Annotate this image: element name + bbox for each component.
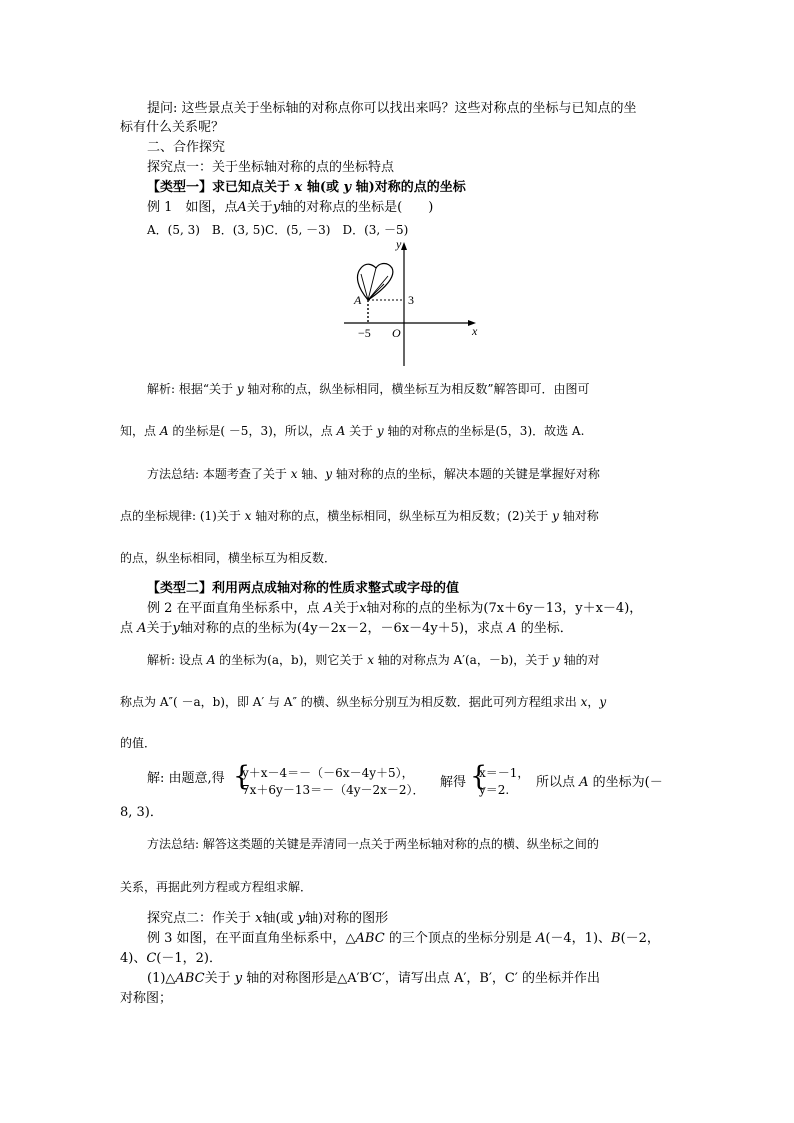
example-2-line-2: 点 A关于y轴对称的点的坐标为(4y－2x－2，－6x－4y＋5)，求点 A 的坐标． (120, 621, 573, 636)
summary-1-line-1: 方法总结: 本题考查了关于 x 轴、y 轴对称的点的坐标，解决本题的关键是掌握好对称 (147, 467, 600, 481)
point-a-label: A (354, 293, 362, 307)
system-eq-1: y＋x－4＝－（－6x－4y＋5）， (242, 766, 414, 780)
solution-conclusion-2: 8, 3)． (120, 805, 163, 820)
analysis-1-line-1: 解析: 根据“关于 y 轴对称的点，纵坐标相同，横坐标互为相反数”解答即可．由图可 (147, 382, 590, 396)
analysis-2-line-2: 称点为 A″( －a，b)，即 A′ 与 A″ 的横、纵坐标分别互为相反数．据此可列方程组求出 x，y (120, 695, 607, 709)
left-brace-icon: { (233, 761, 251, 792)
solution-label: 解: 由题意,得 (147, 771, 225, 786)
coordinate-figure (330, 236, 490, 370)
example-3-q1-line-1: (1)△ABC关于 y 轴的对称图形是△A′B′C′，请写出点 A′，B′，C′ 的坐标并作出 (147, 971, 600, 986)
analysis-2-line-1: 解析: 设点 A 的坐标为(a，b)，则它关于 x 轴的对称点为 A′(a，－b)，关于 y 轴的对 (147, 653, 600, 667)
tick-label-3: 3 (408, 293, 414, 307)
y-axis-arrow-icon (401, 242, 407, 250)
result-eq-1: x＝－1， (479, 766, 530, 780)
y-axis-label: y (396, 237, 402, 251)
explore-point-1: 探究点一：关于坐标轴对称的点的坐标特点 (147, 160, 395, 175)
summary-1-line-2: 点的坐标规律: (1)关于 x 轴对称的点，横坐标相同，纵坐标互为相反数；(2)关于 y 轴对称 (120, 509, 599, 523)
left-brace-icon-2: { (470, 761, 488, 792)
result-eq-2: y＝2. (479, 783, 510, 797)
solution-conclusion: 所以点 A 的坐标为(－ (536, 775, 663, 790)
analysis-2-line-3: 的值． (120, 736, 157, 750)
example-1: 例 1 如图，点A关于y轴的对称点的坐标是( ) (147, 200, 434, 215)
analysis-1-line-2: 知，点 A 的坐标是( －5，3)，所以，点 A 关于 y 轴的对称点的坐标是(5，3)．故选 A. (120, 424, 585, 438)
question-line-1: 提问: 这些景点关于坐标轴的对称点你可以找出来吗？这些对称点的坐标与已知点的坐 (147, 101, 637, 116)
system-eq-2: 7x＋6y－13＝－（4y－2x－2）． (242, 783, 425, 797)
x-axis-label: x (472, 324, 478, 338)
example-3-line-2: 4)、C(－1，2)． (120, 951, 222, 966)
summary-2-line-1: 方法总结: 解答这类题的关键是弄清同一点关于两坐标轴对称的点的横、纵坐标之间的 (147, 837, 599, 851)
explore-point-2: 探究点二：作关于 x轴(或 y轴)对称的图形 (147, 911, 389, 926)
summary-2-line-2: 关系，再据此列方程或方程组求解． (120, 880, 313, 894)
type-2-heading: 【类型二】利用两点成轴对称的性质求整式或字母的值 (147, 581, 460, 596)
section-heading: 二、合作探究 (147, 140, 226, 155)
origin-label: O (392, 326, 401, 340)
summary-1-line-3: 的点，纵坐标相同，横坐标互为相反数． (120, 551, 337, 565)
type-1-heading: 【类型一】求已知点关于 x 轴(或 y 轴)对称的点的坐标 (147, 180, 466, 195)
tick-label-minus-5: −5 (358, 326, 371, 340)
question-line-2: 标有什么关系呢？ (120, 120, 225, 135)
example-3-line-1: 例 3 如图，在平面直角坐标系中，△ABC 的三个顶点的坐标分别是 A(－4，1)、B(－2， (147, 931, 660, 946)
example-3-q1-line-2: 对称图； (120, 991, 173, 1006)
solve-label: 解得 (440, 775, 467, 790)
example-1-options: A．(5, 3) B．(3, 5)C．(5, －3) D．(3, －5) (147, 223, 409, 237)
example-2-line-1: 例 2 在平面直角坐标系中，点 A关于x轴对称的点的坐标为(7x＋6y－13，y＋x－4)， (147, 601, 643, 616)
